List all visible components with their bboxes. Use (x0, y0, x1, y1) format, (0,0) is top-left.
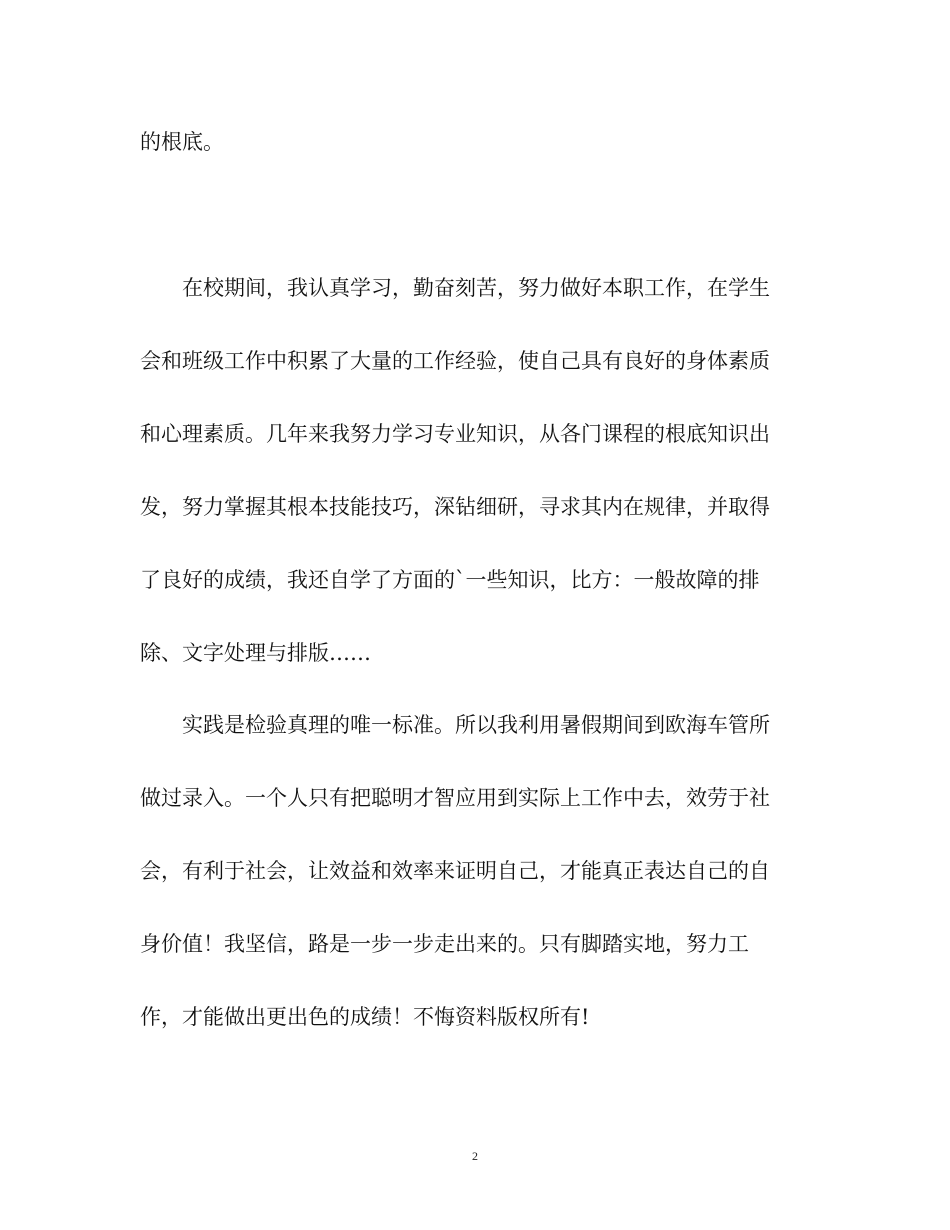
text-line: 做过录入。一个人只有把聪明才智应用到实际上工作中去，效劳于社 (140, 786, 770, 810)
text-line: 作，才能做出更出色的成绩！不悔资料版权所有! (140, 1005, 590, 1029)
text-line: 了良好的成绩，我还自学了方面的`一些知识，比方：一般故障的排 (140, 568, 760, 592)
text-line: 除、文字处理与排版…… (140, 641, 371, 665)
text-line: 会，有利于社会，让效益和效率来证明自己，才能真正表达自己的自 (140, 859, 770, 883)
paragraph-first-line: 实践是检验真理的唯一标准。所以我利用暑假期间到欧海车管所 (182, 713, 770, 737)
paragraph-first-line: 在校期间，我认真学习，勤奋刻苦，努力做好本职工作，在学生 (182, 276, 770, 300)
text-line: 的根底。 (140, 130, 224, 154)
page-number: 2 (472, 1149, 478, 1163)
text-line: 和心理素质。几年来我努力学习专业知识，从各门课程的根底知识出 (140, 422, 770, 446)
text-line: 会和班级工作中积累了大量的工作经验，使自己具有良好的身体素质 (140, 349, 770, 373)
text-line: 身价值！我坚信，路是一步一步走出来的。只有脚踏实地，努力工 (140, 932, 749, 956)
text-line: 发，努力掌握其根本技能技巧，深钻细研，寻求其内在规律，并取得 (140, 495, 770, 519)
